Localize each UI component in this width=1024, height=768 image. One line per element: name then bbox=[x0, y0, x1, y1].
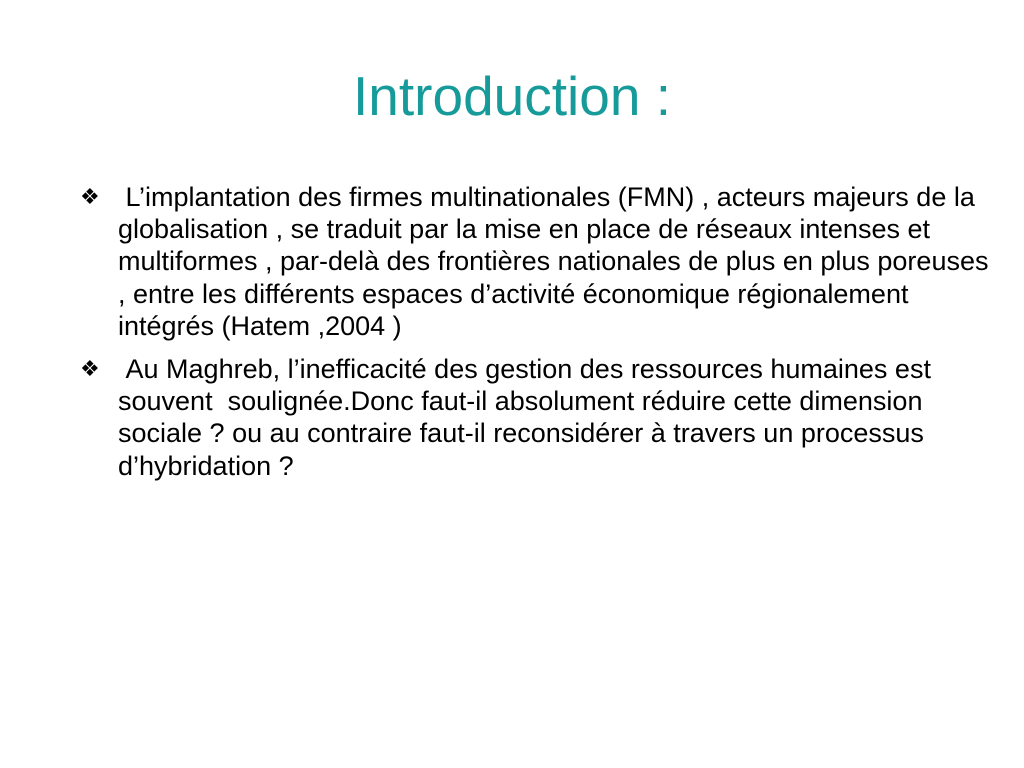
bullet-item bbox=[80, 181, 996, 342]
four-diamond-bullet-icon: ❖ bbox=[80, 184, 100, 209]
bullet-text: Au Maghreb, l’inefficacité des gestion des ressources humaines est souvent soulignée.Donc faut-il absolument réduire cette dimension sociale ? ou au contraire faut-il reconsidérer à travers un processus d’hybridation ? bbox=[118, 354, 939, 481]
bullet-list bbox=[80, 181, 996, 493]
slide-title: Introduction : bbox=[353, 65, 671, 127]
bullet-item bbox=[80, 353, 990, 482]
bullet-text: L’implantation des firmes multinationales (FMN) , acteurs majeurs de la globalisation , se traduit par la mise en place de réseaux intenses et multiformes , par-delà des frontières nationales de plus en plus poreuses , entre les différents espaces d’activité économique régionalement intégrés (Hatem ,2004 ) bbox=[118, 182, 996, 341]
four-diamond-bullet-icon: ❖ bbox=[80, 356, 100, 382]
